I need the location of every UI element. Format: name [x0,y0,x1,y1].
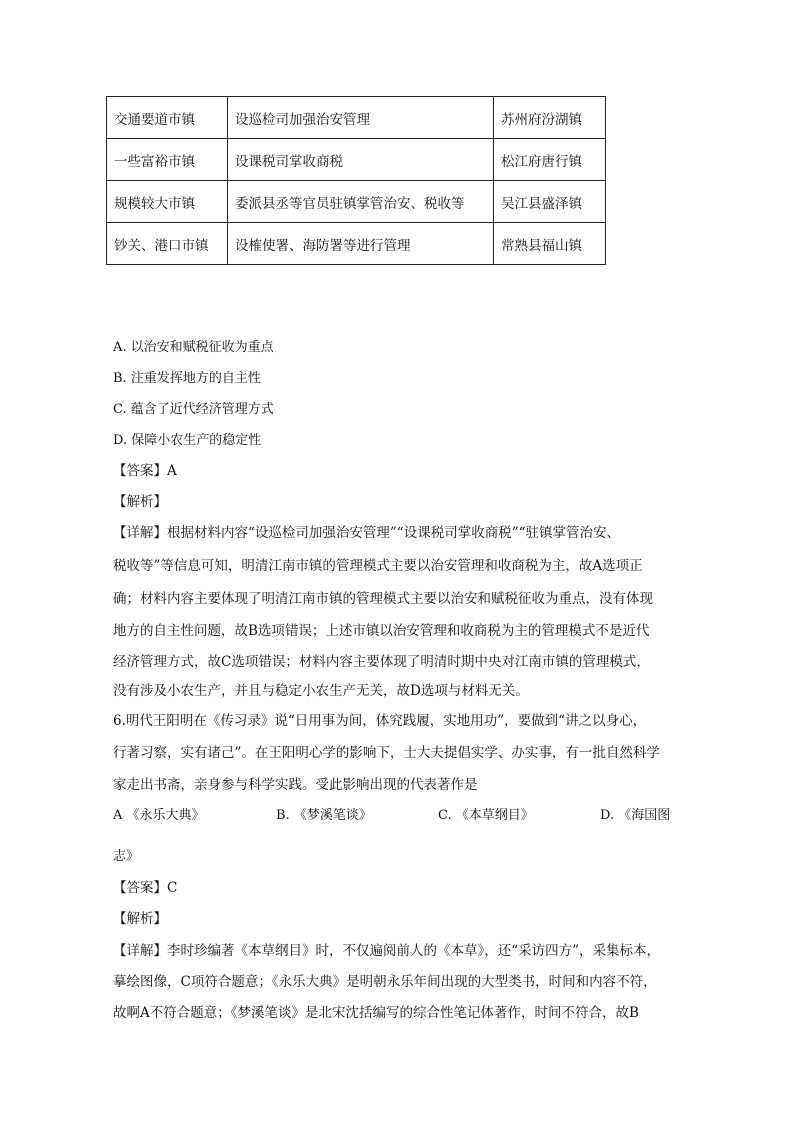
town-management-table [106,96,606,265]
q6-stem-line: 家走出书斋，亲身参与科学实践。受此影响出现的代表著作是 [113,777,478,793]
q6-option-b: B. 《梦溪笔谈》 [276,808,372,823]
table-row [107,139,606,181]
q6-analysis-label: 【解析】 [113,911,167,927]
q5-detail-line: 没有涉及小农生产，并且与稳定小农生产无关，故D选项与材料无关。 [113,683,529,699]
table-cell: 钞关、港口市镇 [107,223,228,265]
q5-detail-line: 【详解】根据材料内容“设巡检司加强治安管理”“设课税司掌收商税”“驻镇掌管治安、 [113,525,621,541]
table-cell: 松江府唐行镇 [494,139,606,181]
q5-detail-line: 确；材料内容主要体现了明清江南市镇的管理模式主要以治安和赋税征收为重点，没有体现 [113,591,653,607]
table-cell: 苏州府汾湖镇 [494,97,606,139]
q5-option-a: A. 以治安和赋税征收为重点 [113,340,274,355]
q5-option-b: B. 注重发挥地方的自主性 [113,371,261,386]
q5-option-c: C. 蕴含了近代经济管理方式 [113,402,274,417]
table-row [107,97,606,139]
table-row [107,223,606,265]
table-cell: 规模较大市镇 [107,181,228,223]
q5-option-d: D. 保障小农生产的稳定性 [113,433,262,448]
q6-answer: 【答案】C [113,880,178,896]
q6-stem-line: 6.明代王阳明在《传习录》说“日用事为间，体究践履，实地用功”，要做到“讲之以身心， [113,713,647,729]
q6-option-d-wrap: 志》 [113,849,140,864]
q5-analysis-label: 【解析】 [113,494,167,510]
q6-option-a: A 《永乐大典》 [113,808,205,823]
q5-detail-line: 地方的自主性问题，故B选项错误；上述市镇以治安管理和收商税为主的管理模式不是近代 [113,623,650,639]
table-cell: 交通要道市镇 [107,97,228,139]
table-cell: 委派县丞等官员驻镇掌管治安、税收等 [228,181,494,223]
table-cell: 吴江县盛泽镇 [494,181,606,223]
q6-detail-line: 故啊A不符合题意；《梦溪笔谈》是北宋沈括编写的综合性笔记体著作，时间不符合，故B [113,1005,639,1021]
table-cell: 常熟县福山镇 [494,223,606,265]
table-cell: 设巡检司加强治安管理 [228,97,494,139]
table-cell: 设榷使署、海防署等进行管理 [228,223,494,265]
q5-detail-line: 经济管理方式，故C选项错误；材料内容主要体现了明清时期中央对江南市镇的管理模式， [113,654,650,670]
q6-option-d: D. 《海国图 [600,808,671,823]
table-cell: 设课税司掌收商税 [228,139,494,181]
q5-answer: 【答案】A [113,463,177,479]
q6-detail-line: 【详解】李时珍编著《本草纲目》时，不仅遍阅前人的《本草》，还“采访四方”，采集标本， [113,943,661,959]
q6-option-c: C. 《本草纲目》 [438,808,534,823]
q5-detail-line: 税收等”等信息可知，明清江南市镇的管理模式主要以治安管理和收商税为主，故A选项正 [113,558,643,574]
table-cell: 一些富裕市镇 [107,139,228,181]
q6-detail-line: 摹绘图像，C项符合题意；《永乐大典》是明朝永乐年间出现的大型类书，时间和内容不符， [113,974,657,990]
q6-stem-line: 行著习察，实有诸己”。在王阳明心学的影响下，士大夫提倡实学、办实事，有一批自然科学 [113,745,660,761]
table-row [107,181,606,223]
